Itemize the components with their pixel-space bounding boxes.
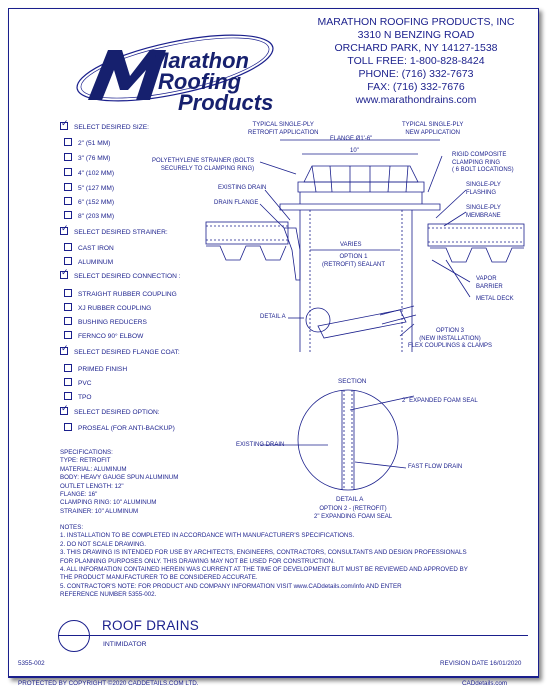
specifications	[60, 449, 178, 516]
label-detail-a-title: DETAIL A	[336, 496, 364, 503]
company-fax: FAX: (716) 332-7676	[367, 81, 465, 93]
revision-date: REVISION DATE 16/01/2020	[440, 660, 522, 667]
label-detail-a: DETAIL A	[260, 314, 286, 320]
size-option-5in[interactable]: 5" (127 MM)	[64, 183, 114, 192]
company-phone: PHONE: (716) 332-7673	[358, 68, 474, 80]
note-line: THE PRODUCT MANUFACTURER TO BE CONSIDERED ACCURATE.	[60, 574, 258, 582]
company-name: MARATHON ROOFING PRODUCTS, INC	[317, 16, 515, 28]
logo-line-3: Products	[178, 90, 274, 115]
size-option-2in[interactable]: 2" (51 MM)	[64, 138, 110, 147]
label-section: SECTION	[338, 378, 367, 385]
label-membrane: SINGLE-PLY MEMBRANE	[466, 205, 501, 219]
company-address2: ORCHARD PARK, NY 14127-1538	[334, 42, 498, 54]
strainer-option-cast-iron[interactable]: CAST IRON	[64, 243, 114, 252]
notes	[60, 524, 500, 600]
label-metal-deck: METAL DECK	[476, 296, 514, 302]
copyright: PROTECTED BY COPYRIGHT ©2020 CADDETAILS.COM LTD.	[18, 680, 199, 687]
label-fast-flow-drain: FAST FLOW DRAIN	[408, 464, 463, 470]
notes-heading: NOTES:	[60, 524, 84, 531]
caddetails-link[interactable]: CADdetails.com	[462, 680, 508, 687]
label-drain-flange: DRAIN FLANGE	[214, 200, 259, 206]
flange-heading[interactable]: ✓SELECT DESIRED FLANGE COAT:	[60, 347, 180, 356]
label-new-application: TYPICAL SINGLE-PLY NEW APPLICATION	[402, 122, 464, 136]
size-option-3in[interactable]: 3" (76 MM)	[64, 153, 110, 162]
label-varies: VARIES	[340, 242, 362, 248]
note-line: 4. ALL INFORMATION CONTAINED HEREIN WAS CURRENT AT THE TIME OF DEVELOPMENT BUT MUST BE REVIEWED AND APPROVED BY	[60, 566, 468, 574]
note-line: REFERENCE NUMBER 5355-002.	[60, 591, 157, 599]
flange-option-primed[interactable]: PRIMED FINISH	[64, 364, 127, 373]
company-tollfree: TOLL FREE: 1-800-828-8424	[347, 55, 485, 67]
footer-divider	[8, 676, 538, 677]
label-strainer: POLYETHYLENE STRAINER (BOLTS SECURELY TO CLAMPING RING)	[152, 158, 255, 172]
label-retrofit-application: TYPICAL SINGLE-PLY RETROFIT APPLICATION	[248, 122, 319, 136]
size-heading[interactable]: ✓SELECT DESIRED SIZE:	[60, 122, 149, 131]
title-symbol	[58, 620, 90, 652]
label-existing-drain: EXISTING DRAIN	[218, 185, 267, 191]
spec-strainer: STRAINER: 10" ALUMINUM	[60, 507, 139, 515]
title-divider	[58, 635, 528, 636]
size-option-8in[interactable]: 8" (203 MM)	[64, 211, 114, 220]
label-rigid-ring: RIGID COMPOSITE CLAMPING RING ( 6 BOLT LOCATIONS)	[452, 152, 514, 173]
connection-option-fernco[interactable]: FERNCO 90° ELBOW	[64, 331, 143, 340]
note-line: 1. INSTALLATION TO BE COMPLETED IN ACCORDANCE WITH MANUFACTURER'S SPECIFICATIONS.	[60, 532, 355, 540]
connection-heading[interactable]: ✓SELECT DESIRED CONNECTION :	[60, 271, 181, 280]
spec-heading: SPECIFICATIONS:	[60, 449, 113, 456]
label-ten-inch: 10"	[350, 148, 359, 154]
label-vapor-barrier: VAPOR BARRIER	[476, 276, 503, 290]
option-heading[interactable]: ✓SELECT DESIRED OPTION:	[60, 407, 160, 416]
label-option-1: OPTION 1 (RETROFIT) SEALANT	[322, 254, 386, 268]
label-existing-drain-detail: EXISTING DRAIN	[236, 442, 285, 448]
label-foam-seal: 2" EXPANDED FOAM SEAL	[402, 398, 478, 404]
note-line: 3. THIS DRAWING IS INTENDED FOR USE BY ARCHITECTS, ENGINEERS, CONTRACTORS, CONSULTANTS AND DESIGN PROFESSIONALS	[60, 549, 467, 557]
spec-body: BODY: HEAVY GAUGE SPUN ALUMINUM	[60, 474, 179, 482]
title-main: ROOF DRAINS	[102, 618, 200, 633]
company-address1: 3310 N BENZING ROAD	[357, 29, 475, 41]
note-line: 2. DO NOT SCALE DRAWING.	[60, 540, 146, 548]
logo-line-1: Marathon	[150, 48, 249, 73]
company-web[interactable]: www.marathondrains.com	[355, 94, 477, 106]
flange-option-pvc[interactable]: PVC	[64, 378, 92, 387]
strainer-option-aluminum[interactable]: ALUMINUM	[64, 257, 113, 266]
reference-number: 5355-002	[18, 660, 45, 667]
label-option-3: OPTION 3 (NEW INSTALLATION) FLEX COUPLINGS & CLAMPS	[408, 328, 493, 349]
label-flange-dimension: FLANGE Ø1'-6"	[330, 136, 373, 142]
size-option-4in[interactable]: 4" (102 MM)	[64, 168, 114, 177]
spec-material: MATERIAL: ALUMINUM	[60, 465, 127, 473]
company-info	[316, 16, 516, 107]
spec-type: TYPE: RETROFIT	[60, 457, 111, 465]
connection-option-xj[interactable]: XJ RUBBER COUPLING	[64, 303, 151, 312]
label-flashing: SINGLE-PLY FLASHING	[466, 182, 501, 196]
flange-option-tpo[interactable]: TPO	[64, 392, 92, 401]
spec-outlet: OUTLET LENGTH: 12"	[60, 482, 124, 490]
title-sub: INTIMIDATOR	[103, 641, 147, 648]
label-option-2: OPTION 2 - (RETROFIT) 2" EXPANDING FOAM SEAL	[314, 506, 393, 520]
logo-line-2: Roofing	[158, 69, 242, 94]
note-line: 5. CONTRACTOR'S NOTE: FOR PRODUCT AND COMPANY INFORMATION VISIT www.CADdetails.com/info AND ENTER	[60, 582, 402, 590]
connection-option-straight[interactable]: STRAIGHT RUBBER COUPLING	[64, 289, 177, 298]
spec-clamping: CLAMPING RING: 10" ALUMINUM	[60, 499, 157, 507]
size-option-6in[interactable]: 6" (152 MM)	[64, 197, 114, 206]
connection-option-bushing[interactable]: BUSHING REDUCERS	[64, 317, 147, 326]
note-line: FOR PLANNING PURPOSES ONLY. THIS DRAWING MAY NOT BE USED FOR CONSTRUCTION.	[60, 557, 335, 565]
option-proseal[interactable]: PROSEAL (FOR ANTI-BACKUP)	[64, 423, 175, 432]
spec-flange: FLANGE: 16"	[60, 491, 98, 499]
strainer-heading[interactable]: ✓SELECT DESIRED STRAINER:	[60, 227, 168, 236]
